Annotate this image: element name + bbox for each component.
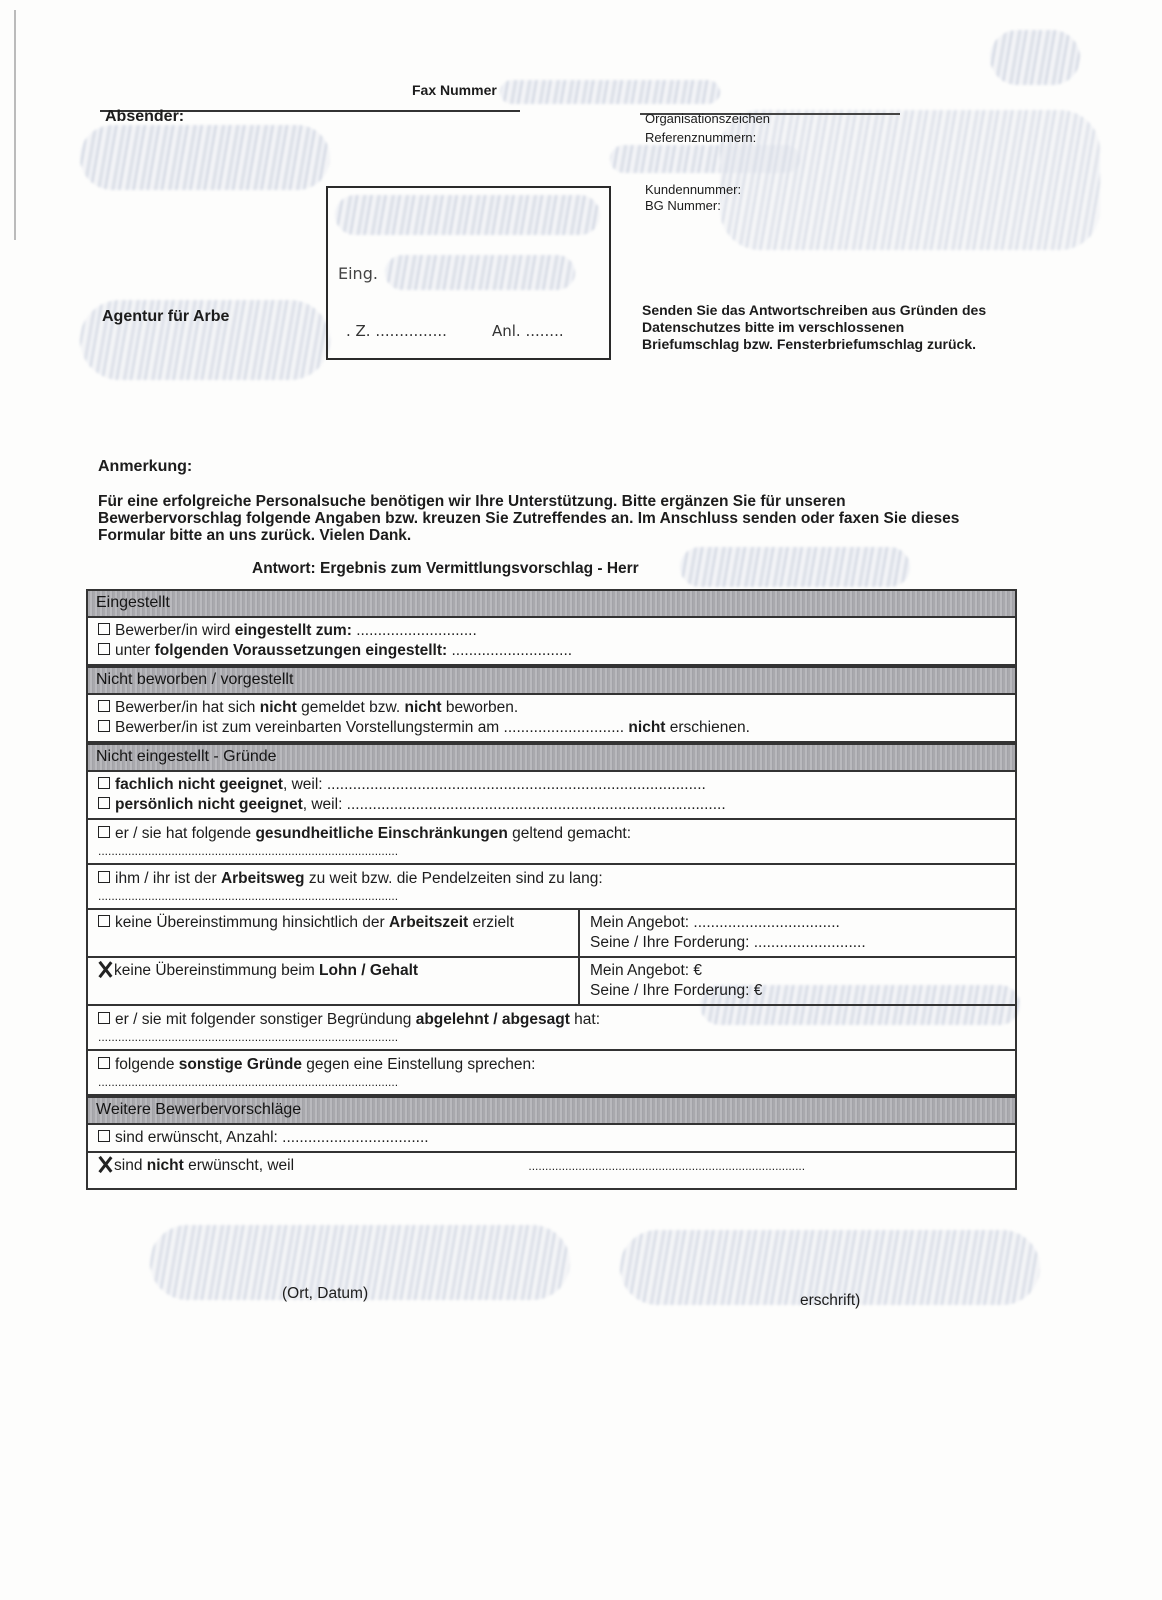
checkbox-unchecked[interactable] — [98, 797, 110, 809]
remark-title: Anmerkung: — [98, 458, 193, 475]
redaction-corner — [990, 30, 1080, 85]
privacy-note-line: Datenschutzes bitte im verschlossenen — [642, 319, 905, 335]
checkbox-unchecked[interactable] — [98, 720, 110, 732]
stamp-eing: Eing. — [338, 264, 378, 283]
receipt-stamp — [326, 186, 611, 360]
form-group-gesundheit — [86, 820, 1017, 865]
option-arbeitsweg[interactable]: ihm / ihr ist der Arbeitsweg zu weit bzw. die Pendelzeiten sind zu lang: — [98, 869, 1005, 889]
checkbox-unchecked[interactable] — [98, 623, 110, 635]
checkbox-unchecked[interactable] — [98, 826, 110, 838]
checkbox-unchecked[interactable] — [98, 1130, 110, 1142]
remark-text — [98, 493, 1078, 544]
option-lohn[interactable]: keine Übereinstimmung beim Lohn / Gehalt — [88, 958, 580, 1004]
dotted-line[interactable]: .......................................................................................... — [98, 1030, 399, 1044]
checkbox-unchecked[interactable] — [98, 871, 110, 883]
option-gesundheit[interactable]: er / sie hat folgende gesundheitliche Einschränkungen geltend gemacht: — [98, 824, 1005, 844]
option-erwuenscht[interactable]: sind erwünscht, Anzahl: .................................. — [98, 1128, 1005, 1148]
place-date-label: (Ort, Datum) — [282, 1285, 369, 1302]
option-persoenlich[interactable]: persönlich nicht geeignet, weil: ........................................................................................ — [98, 795, 1005, 815]
section-header-nicht-eingestellt: Nicht eingestellt - Gründe — [86, 743, 1017, 772]
arbeitszeit-offer — [580, 910, 876, 956]
stamp-anl: Anl. ........ — [492, 322, 564, 340]
checkbox-unchecked[interactable] — [98, 700, 110, 712]
dotted-line[interactable]: .......................................................................................... — [98, 844, 399, 858]
remark-line: Für eine erfolgreiche Personalsuche benötigen wir Ihre Unterstützung. Bitte ergänzen Sie für unseren — [98, 493, 846, 510]
redaction-sender — [80, 125, 330, 190]
option-arbeitszeit[interactable]: keine Übereinstimmung hinsichtlich der Arbeitszeit erzielt — [88, 910, 580, 956]
lohn-offer — [580, 958, 772, 1004]
privacy-note — [642, 302, 986, 353]
form-group-eingestellt — [86, 618, 1017, 666]
form-group-lohn — [86, 958, 1017, 1006]
demand-field[interactable]: Seine / Ihre Forderung: € — [590, 982, 763, 999]
option-abgelehnt[interactable]: er / sie mit folgender sonstiger Begründung abgelehnt / abgesagt hat: — [98, 1010, 1005, 1030]
my-offer-field[interactable]: Mein Angebot: .................................. — [590, 914, 840, 931]
form-group-nicht-beworben — [86, 695, 1017, 743]
dotted-line[interactable]: .......................................................................................... — [98, 889, 399, 903]
checkbox-unchecked[interactable] — [98, 915, 110, 927]
remark-line: Bewerbervorschlag folgende Angaben bzw. kreuzen Sie Zutreffendes an. Im Anschluss senden oder faxen Sie dieses — [98, 510, 960, 527]
form-group-arbeitszeit — [86, 910, 1017, 958]
signature-label: erschrift) — [800, 1292, 861, 1309]
dotted-line[interactable]: .......................................................................................... — [98, 1075, 399, 1089]
answer-title: Antwort: Ergebnis zum Vermittlungsvorschlag - Herr — [252, 560, 639, 577]
option-voraussetzungen[interactable]: unter folgenden Voraussetzungen eingestellt: ............................ — [98, 641, 1005, 661]
checkbox-unchecked[interactable] — [98, 777, 110, 789]
sender-label: Absender: — [105, 108, 185, 125]
checkbox-unchecked[interactable] — [98, 643, 110, 655]
checkbox-unchecked[interactable] — [98, 1057, 110, 1069]
checkbox-checked[interactable] — [98, 963, 111, 976]
form-group-sonstige — [86, 1051, 1017, 1096]
dotted-line[interactable]: ................................................................................... — [528, 1159, 806, 1173]
form-group-eignung — [86, 772, 1017, 820]
result-form — [86, 589, 1017, 1190]
option-fachlich[interactable]: fachlich nicht geeignet, weil: ........................................................................................ — [98, 775, 1005, 795]
privacy-note-line: Briefumschlag bzw. Fensterbriefumschlag zurück. — [642, 336, 977, 352]
option-nicht-erwuenscht[interactable]: sind nicht erwünscht, weil ................................................................................... — [98, 1156, 1005, 1176]
option-eingestellt-zum[interactable]: Bewerber/in wird eingestellt zum: ............................ — [98, 621, 1005, 641]
option-nicht-gemeldet[interactable]: Bewerber/in hat sich nicht gemeldet bzw. nicht beworben. — [98, 698, 1005, 718]
ref-label: Referenznummern: — [645, 130, 757, 145]
agency-label: Agentur für Arbe — [102, 308, 230, 325]
bg-number-label: BG Nummer: — [645, 198, 721, 213]
stamp-z: . Z. ............... — [346, 322, 447, 340]
section-header-eingestellt: Eingestellt — [86, 589, 1017, 618]
option-nicht-erschienen[interactable]: Bewerber/in ist zum vereinbarten Vorstellungstermin am ............................ nicht erschienen. — [98, 718, 1005, 738]
checkbox-checked[interactable] — [98, 1158, 111, 1171]
my-offer-field[interactable]: Mein Angebot: € — [590, 962, 703, 979]
customer-number-label: Kundennummer: — [645, 182, 742, 197]
form-group-nicht-erwuenscht — [86, 1153, 1017, 1190]
org-label: Organisationszeichen — [645, 111, 771, 126]
privacy-note-line: Senden Sie das Antwortschreiben aus Gründen des — [642, 302, 987, 318]
demand-field[interactable]: Seine / Ihre Forderung: .......................... — [590, 934, 866, 951]
section-header-nicht-beworben: Nicht beworben / vorgestellt — [86, 666, 1017, 695]
section-header-weitere: Weitere Bewerbervorschläge — [86, 1096, 1017, 1125]
checkbox-unchecked[interactable] — [98, 1012, 110, 1024]
fax-number-label: Fax Nummer — [412, 82, 497, 98]
option-sonstige-gruende[interactable]: folgende sonstige Gründe gegen eine Einstellung sprechen: — [98, 1055, 1005, 1075]
redaction-fax — [500, 80, 720, 104]
form-group-erwuenscht — [86, 1125, 1017, 1153]
scan-edge-mark — [14, 10, 16, 240]
remark-line: Formular bitte an uns zurück. Vielen Dank. — [98, 527, 412, 544]
form-group-arbeitsweg — [86, 865, 1017, 910]
redaction-name — [680, 547, 910, 587]
form-group-abgelehnt — [86, 1006, 1017, 1051]
redaction-right-block — [720, 110, 1100, 250]
